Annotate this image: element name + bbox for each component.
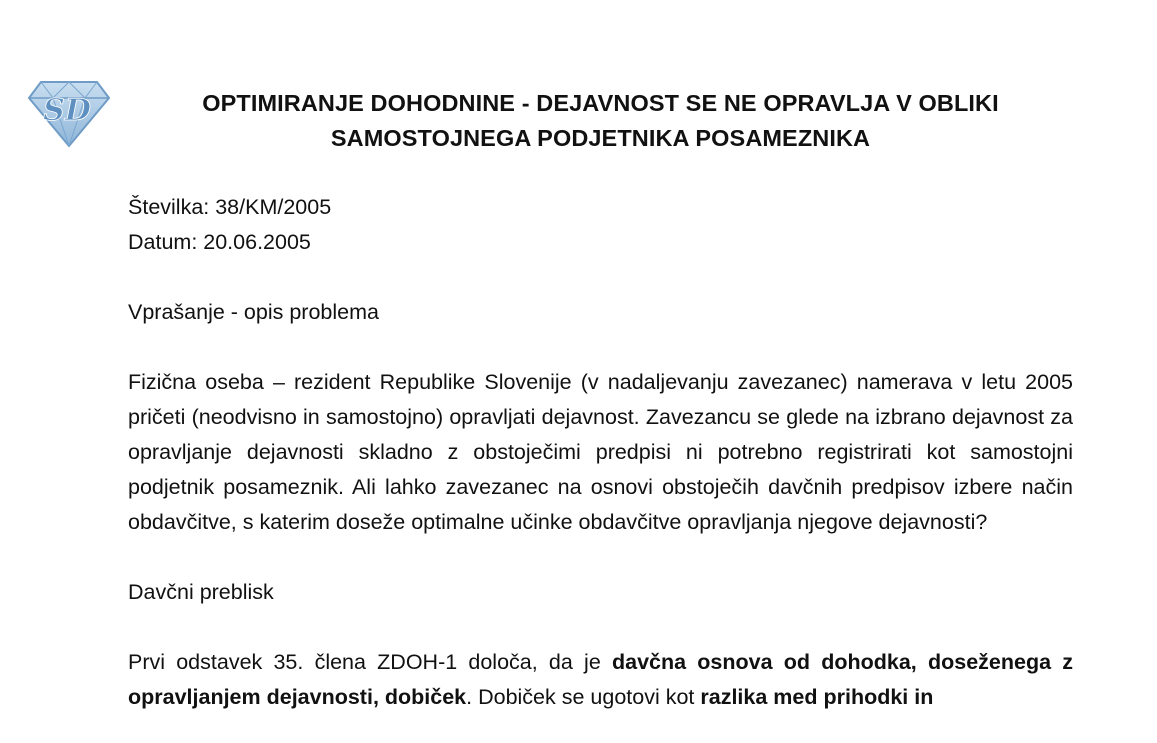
tax-bold-1: davčna osnova od dohodka, doseženega z opravljanjem dejavnosti, dobiček — [128, 650, 1073, 709]
tax-heading: Davčni preblisk — [128, 580, 274, 604]
spacer — [128, 540, 1073, 575]
tax-bold-2: razlika med prihodki in — [700, 685, 934, 709]
diamond-logo-icon — [27, 76, 111, 148]
spacer — [128, 330, 1073, 365]
document-title: OPTIMIRANJE DOHODNINE - DEJAVNOST SE NE OPRAVLJA V OBLIKI SAMOSTOJNEGA PODJETNIKA POSAMEZNIKA — [202, 90, 999, 151]
document-date: Datum: 20.06.2005 — [128, 230, 311, 254]
tax-paragraph — [128, 645, 1073, 715]
logo — [27, 76, 111, 148]
tax-text-1: Prvi odstavek 35. člena ZDOH-1 določa, da je — [128, 650, 612, 674]
spacer — [128, 260, 1073, 295]
spacer — [128, 610, 1073, 645]
tax-text-2: . Dobiček se ugotovi kot — [466, 685, 701, 709]
document-body — [128, 190, 1073, 715]
question-heading: Vprašanje - opis problema — [128, 300, 379, 324]
logo-text: SD — [43, 93, 91, 128]
question-paragraph: Fizična oseba – rezident Republike Slovenije (v nadaljevanju zavezanec) namerava v letu 2005 pričeti (neodvisno in samostojno) opravljati dejavnost. Zavezancu se glede na izbrano dejavnost za opravljanje dejavnosti skladno z obstoječimi predpisi ni potrebno registrirati kot samostojni podjetnik posameznik. Ali lahko zavezanec na osnovi obstoječih davčnih predpisov izbere način obdavčitve, s katerim doseže optimalne učinke obdavčitve opravljanja njegove dejavnosti? — [128, 370, 1073, 534]
document-number: Številka: 38/KM/2005 — [128, 195, 332, 219]
